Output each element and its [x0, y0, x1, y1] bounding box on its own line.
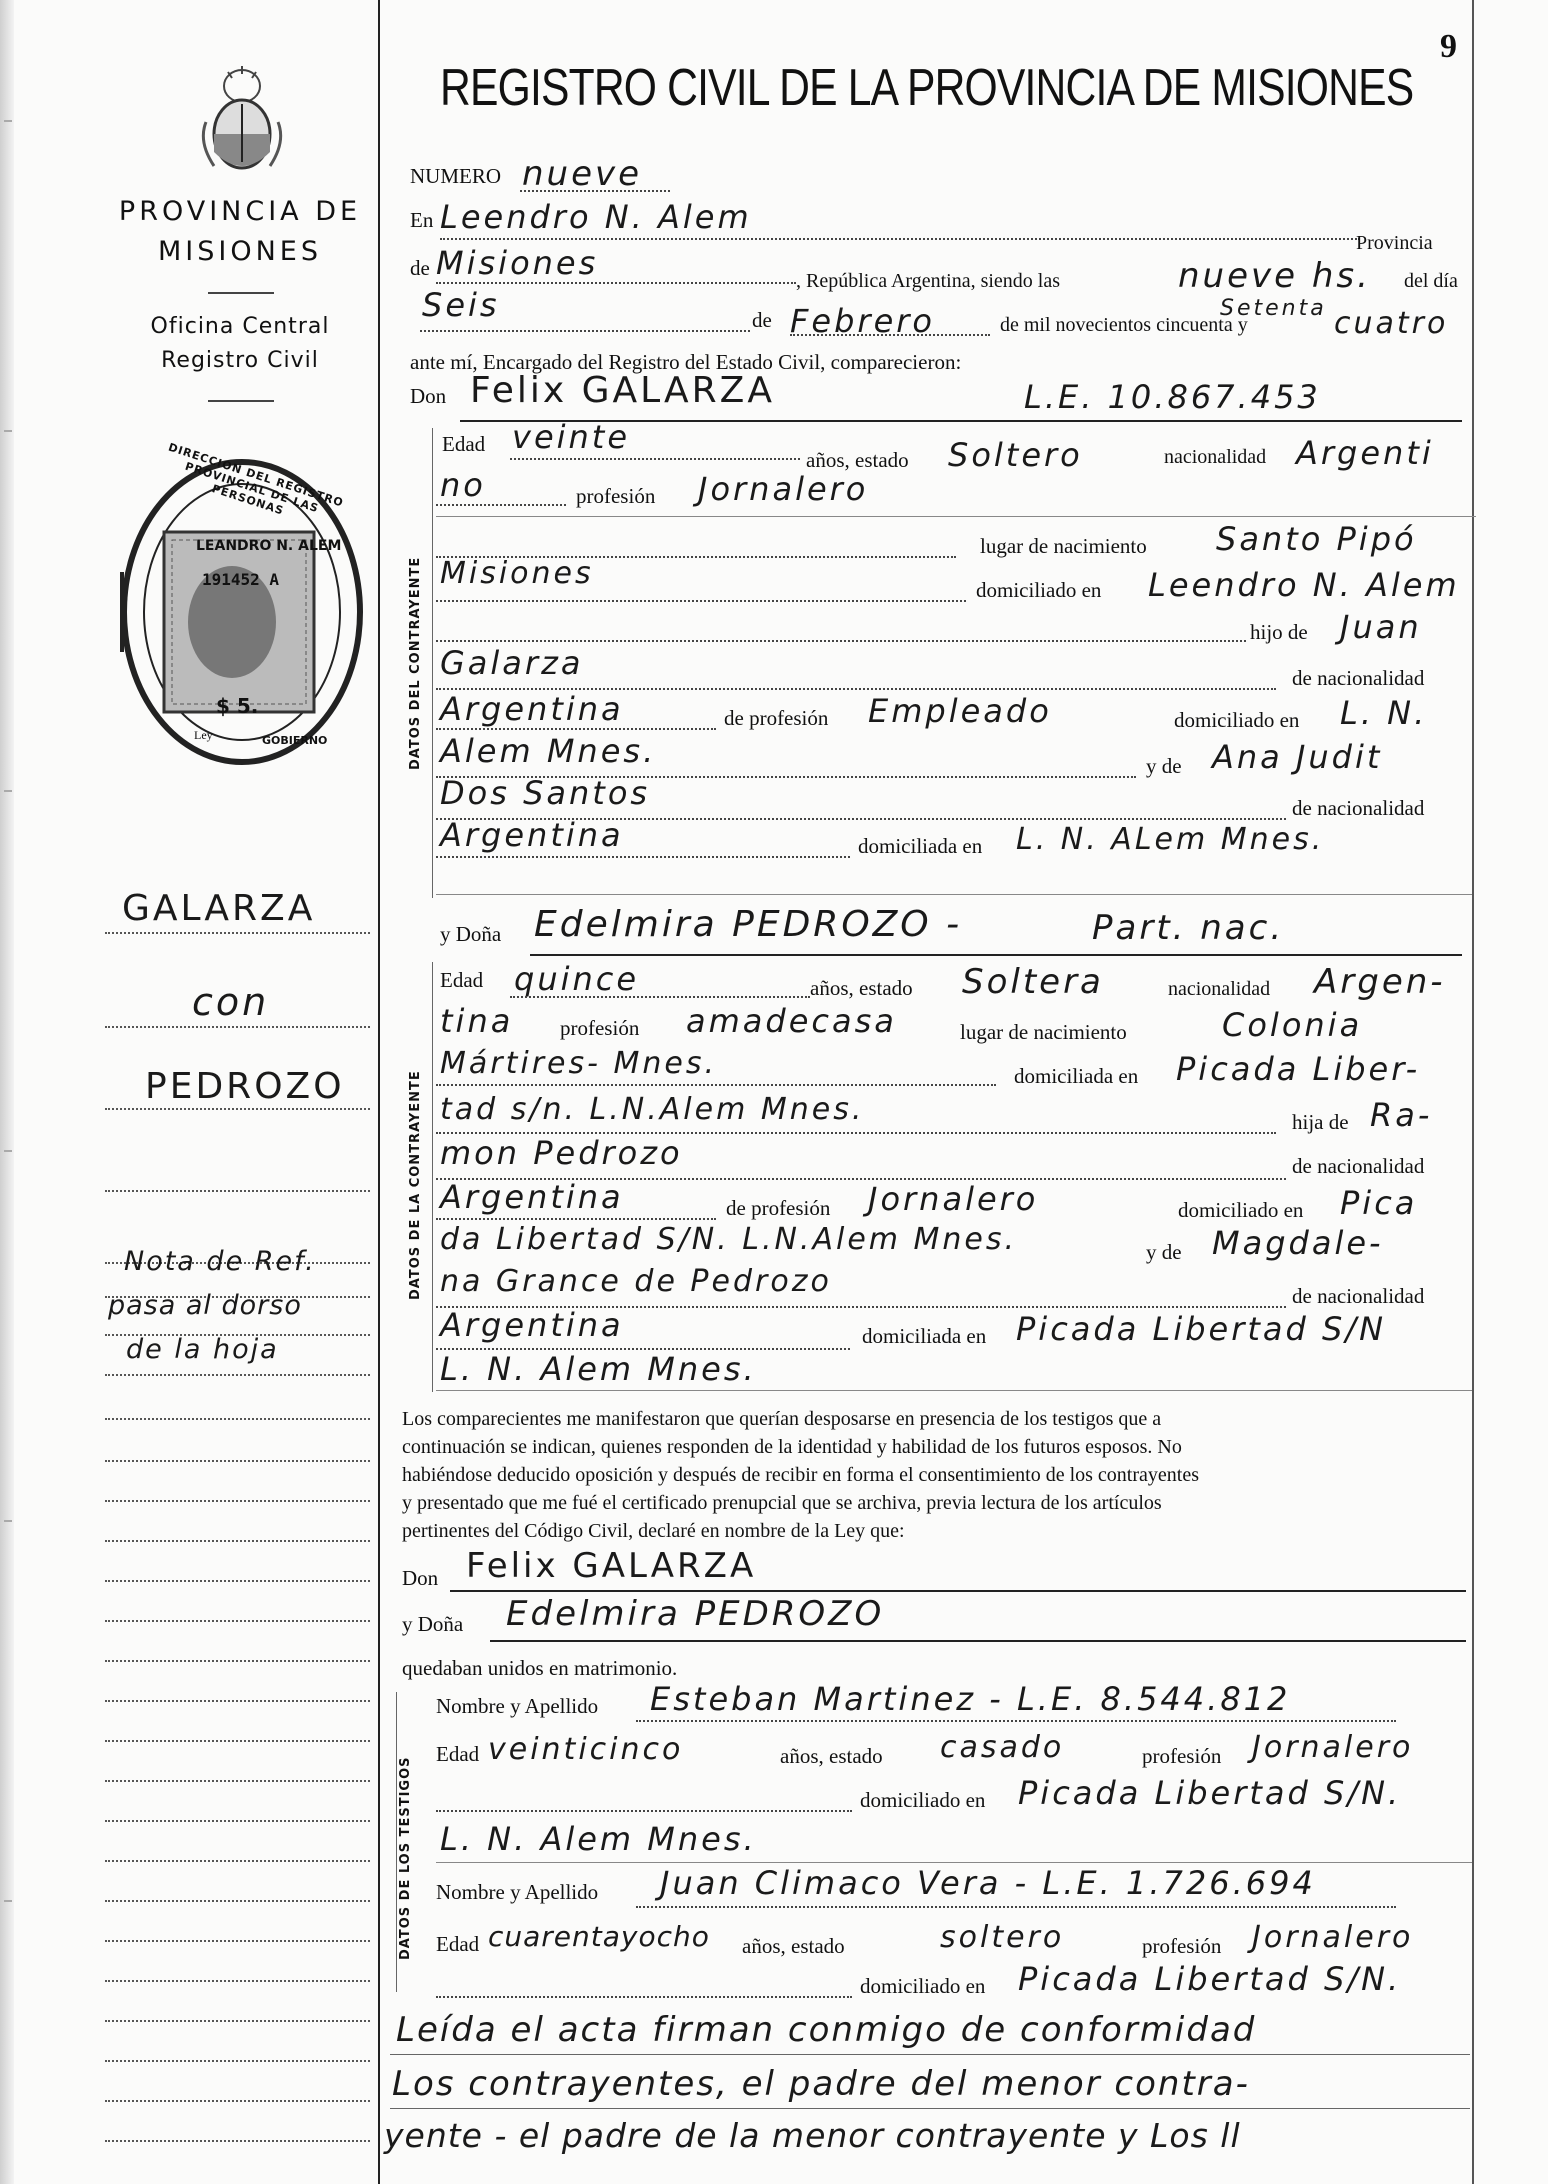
declaracion-don-label: Don: [402, 1566, 439, 1590]
margin-line: [105, 1108, 370, 1110]
contrayente-document: L.E. 10.867.453: [1024, 378, 1321, 416]
margin-line: [105, 1860, 370, 1862]
closing-line-1: Leída el acta firman conmigo de conformidad: [396, 2010, 1257, 2050]
t2-profesion-label: profesión: [1142, 1934, 1222, 1958]
padre-domicilio-2: Alem Mnes.: [440, 732, 657, 770]
t1-estado: casado: [940, 1730, 1065, 1765]
t1-nombre-label: Nombre y Apellido: [436, 1694, 599, 1718]
padre-domicilio-1: L. N.: [1340, 694, 1428, 732]
margin-surname-2: PEDROZO: [145, 1066, 345, 1107]
contrayenta-profesion: amadecasa: [686, 1002, 897, 1040]
stamp-number: 191452 A: [202, 570, 280, 589]
edge-mark: [4, 1900, 12, 1902]
declaracion-dona: Edelmira PEDROZO: [506, 1594, 885, 1634]
margin-line: [105, 1580, 370, 1582]
edge-mark: [4, 790, 12, 792]
margin-line: [105, 1620, 370, 1622]
contrayente-lugar-2: Misiones: [440, 556, 594, 591]
madre-2-nombre-1: Magdale-: [1212, 1224, 1384, 1262]
margin-line: [105, 1500, 370, 1502]
contrayenta-domicilio-1: Picada Liber-: [1176, 1050, 1421, 1088]
margin-note-line1: Nota de Ref.: [124, 1246, 316, 1277]
declaration-line-3: habiéndose deducido oposición y después de recibir en forma el consentimiento de los contrayentes: [402, 1464, 1199, 1486]
padre-nacionalidad: Argentina: [440, 690, 624, 728]
contrayente-lugar-1: Santo Pipó: [1216, 520, 1417, 558]
t2-domicilio-label: domiciliado en: [860, 1974, 986, 1998]
padre-profesion-label: de profesión: [724, 706, 829, 730]
contrayente-profesion: Jornalero: [698, 470, 869, 508]
hija-label: hija de: [1292, 1110, 1349, 1134]
margin-line: [105, 1940, 370, 1942]
margin-line: [105, 2100, 370, 2102]
localidad-value: Leendro N. Alem: [440, 198, 752, 236]
contrayente-nacionalidad-2: no: [440, 466, 486, 504]
edad-label-2: Edad: [440, 968, 484, 992]
madre-de-nacionalidad-label: de nacionalidad: [1292, 796, 1425, 820]
margin-line: [105, 2140, 370, 2142]
margin-line: [105, 1190, 370, 1192]
margin-line: [105, 1660, 370, 1662]
t1-domicilio-label: domiciliado en: [860, 1788, 986, 1812]
madre-2-nacionalidad: Argentina: [440, 1306, 624, 1344]
margin-line: [105, 1780, 370, 1782]
t1-nombre: Esteban Martinez - L.E. 8.544.812: [650, 1680, 1291, 1718]
edge-mark: [4, 120, 12, 122]
coat-of-arms-icon: [192, 62, 292, 180]
matrimonio-text: quedaban unidos en matrimonio.: [402, 1656, 678, 1680]
page-binding-edge: [0, 0, 14, 2184]
madre-2-de-nacionalidad-label: de nacionalidad: [1292, 1284, 1425, 1308]
margin-line: [105, 1026, 370, 1028]
lugar-label-2: lugar de nacimiento: [960, 1020, 1127, 1044]
t1-profesion-label: profesión: [1142, 1744, 1222, 1768]
section-label-contrayenta: DATOS DE LA CONTRAYENTE: [408, 1070, 423, 1300]
republica-text: , República Argentina, siendo las: [796, 270, 1061, 292]
right-margin-line: [1472, 0, 1474, 2184]
ante-mi-text: ante mí, Encargado del Registro del Estado Civil, comparecieron:: [410, 350, 962, 374]
t2-edad-label: Edad: [436, 1932, 480, 1956]
padre-2-nacionalidad: Argentina: [440, 1178, 624, 1216]
contrayenta-lugar-1: Colonia: [1222, 1006, 1363, 1044]
de-mes-label: de: [752, 308, 772, 332]
del-dia-label: del día: [1404, 270, 1458, 292]
madre-nombre-2: Dos Santos: [440, 774, 651, 812]
numero-label: NUMERO: [410, 164, 502, 188]
section-label-testigos: DATOS DE LOS TESTIGOS: [398, 1756, 413, 1960]
closing-line-2: Los contrayentes, el padre del menor contra-: [392, 2064, 1250, 2104]
margin-surname-1: GALARZA: [122, 888, 316, 929]
edge-mark: [4, 1520, 12, 1522]
padre-nombre-1: Juan: [1340, 608, 1422, 646]
mes-value: Febrero: [790, 302, 935, 340]
padre-nombre-2: Galarza: [440, 644, 584, 682]
margin-line: [105, 2020, 370, 2022]
margin-line: [105, 1374, 370, 1376]
office-line2: Registro Civil: [161, 348, 319, 373]
declaracion-dona-label: y Doña: [402, 1612, 464, 1636]
contrayente-name: Felix GALARZA: [470, 370, 775, 411]
madre-domicilio-label: domiciliada en: [858, 834, 983, 858]
t1-domicilio-1: Picada Libertad S/N.: [1018, 1774, 1402, 1812]
margin-note-line2: pasa al dorso: [108, 1290, 302, 1321]
t2-nombre: Juan Climaco Vera - L.E. 1.726.694: [660, 1864, 1316, 1902]
declaration-line-1: Los comparecientes me manifestaron que querían desposarse en presencia de los testigos que a: [402, 1408, 1162, 1430]
t2-edad: cuarentayocho: [488, 1920, 710, 1953]
margin-line: [105, 1700, 370, 1702]
margin-line: [105, 932, 370, 934]
provincia-label: Provincia: [1356, 232, 1433, 254]
stamp-bottom-text: GOBIERNO: [262, 734, 328, 747]
margin-line: [105, 1820, 370, 1822]
t1-profesion: Jornalero: [1252, 1730, 1414, 1765]
province-title-line1: PROVINCIA DE: [118, 196, 362, 227]
estado-label-2: años, estado: [810, 976, 913, 1000]
anio-value: cuatro: [1334, 306, 1449, 341]
edge-mark: [4, 1150, 12, 1152]
margin-note-line3: de la hoja: [126, 1334, 279, 1365]
domicilio-label-2: domiciliada en: [1014, 1064, 1139, 1088]
official-stamp: [112, 440, 372, 772]
padre-2-profesion: Jornalero: [868, 1180, 1039, 1218]
contrayente-domicilio: Leendro N. Alem: [1148, 566, 1460, 604]
madre-nombre-1: Ana Judit: [1212, 738, 1383, 776]
margin-line: [105, 1900, 370, 1902]
t2-domicilio: Picada Libertad S/N.: [1018, 1960, 1402, 1998]
contrayente-edad: veinte: [512, 418, 631, 456]
stamp-ley: Ley: [194, 728, 213, 742]
dia-value: Seis: [422, 286, 500, 324]
contrayenta-name: Edelmira PEDROZO -: [534, 904, 963, 945]
madre-2-domicilio-2: L. N. Alem Mnes.: [440, 1350, 757, 1388]
padre-domicilio-label: domiciliado en: [1174, 708, 1300, 732]
edge-mark: [4, 430, 12, 432]
anio-text: de mil novecientos cincuenta y: [1000, 314, 1248, 336]
t1-edad: veinticinco: [488, 1732, 684, 1767]
nacionalidad-label-2: nacionalidad: [1168, 978, 1271, 1000]
y-de-label: y de: [1146, 754, 1182, 778]
contrayenta-nacionalidad-1: Argen-: [1314, 962, 1446, 1002]
lugar-label: lugar de nacimiento: [980, 534, 1147, 558]
declaration-line-2: continuación se indican, quienes responden de la identidad y habilidad de los futuros esposos. No: [402, 1436, 1182, 1458]
t2-nombre-label: Nombre y Apellido: [436, 1880, 599, 1904]
closing-line-3: yente - el padre de la menor contrayente y Los ll: [384, 2116, 1241, 2155]
padre-2-nombre-1: Ra-: [1370, 1096, 1433, 1134]
madre-domicilio: L. N. ALem Mnes.: [1016, 822, 1325, 857]
office-line1: Oficina Central: [150, 314, 330, 339]
t1-edad-label: Edad: [436, 1742, 480, 1766]
y-de-label-2: y de: [1146, 1240, 1182, 1264]
de-label: de: [410, 256, 430, 280]
don-label: Don: [410, 384, 447, 408]
estado-label: años, estado: [806, 448, 909, 472]
margin-line: [105, 2060, 370, 2062]
padre-2-domicilio-label: domiciliado en: [1178, 1198, 1304, 1222]
contrayente-estado: Soltero: [948, 436, 1083, 474]
stamp-value: $ 5.: [216, 694, 259, 718]
divider: [208, 400, 274, 402]
dona-label: y Doña: [440, 922, 502, 946]
padre-2-profesion-label: de profesión: [726, 1196, 831, 1220]
anio-correction: Setenta: [1220, 296, 1327, 321]
declaration-line-5: pertinentes del Código Civil, declaré en nombre de la Ley que:: [402, 1520, 905, 1542]
contrayente-nacionalidad-1: Argenti: [1296, 434, 1434, 472]
contrayenta-lugar-2: Mártires- Mnes.: [440, 1046, 718, 1081]
contrayenta-estado: Soltera: [962, 962, 1104, 1002]
contrayenta-note: Part. nac.: [1092, 908, 1285, 948]
divider: [208, 292, 274, 294]
en-label: En: [410, 208, 434, 232]
de-nacionalidad-label-2: de nacionalidad: [1292, 1154, 1425, 1178]
province-title-line2: MISIONES: [157, 236, 322, 267]
margin-line: [105, 1418, 370, 1420]
contrayenta-nacionalidad-2: tina: [440, 1002, 514, 1040]
padre-2-nombre-2: mon Pedrozo: [440, 1134, 683, 1172]
stamp-inner-text: LEANDRO N. ALEM: [196, 538, 342, 554]
madre-2-domicilio-1: Picada Libertad S/N: [1016, 1310, 1387, 1348]
t1-domicilio-2: L. N. Alem Mnes.: [440, 1820, 757, 1858]
t2-estado: soltero: [940, 1920, 1065, 1955]
margin-con: con: [192, 980, 270, 1024]
padre-2-domicilio-1: Pica: [1340, 1184, 1418, 1222]
declaration-line-4: y presentado que me fué el certificado prenupcial que se archiva, previa lectura de los artículos: [402, 1492, 1162, 1514]
madre-nacionalidad: Argentina: [440, 816, 624, 854]
profesion-label-2: profesión: [560, 1016, 640, 1040]
margin-line: [105, 1460, 370, 1462]
declaracion-don: Felix GALARZA: [466, 1546, 757, 1586]
t2-estado-label: años, estado: [742, 1934, 845, 1958]
provincia-value: Misiones: [436, 244, 599, 282]
t1-estado-label: años, estado: [780, 1744, 883, 1768]
de-nacionalidad-label: de nacionalidad: [1292, 666, 1425, 690]
t2-profesion: Jornalero: [1252, 1920, 1414, 1955]
hijo-label: hijo de: [1250, 620, 1308, 644]
nacionalidad-label: nacionalidad: [1164, 446, 1267, 468]
padre-profesion: Empleado: [868, 692, 1052, 730]
numero-value: nueve: [522, 154, 643, 194]
domicilio-label: domiciliado en: [976, 578, 1102, 602]
stamp-outer-text: DIRECCION DEL REGISTRO PROVINCIAL DE LAS PERSONAS: [166, 440, 346, 518]
hora-value: nueve hs.: [1178, 256, 1371, 296]
page-number: 9: [1440, 28, 1457, 65]
madre-2-domicilio-label: domiciliada en: [862, 1324, 987, 1348]
padre-2-domicilio-2: da Libertad S/N. L.N.Alem Mnes.: [440, 1222, 1018, 1257]
profesion-label: profesión: [576, 484, 656, 508]
madre-2-nombre-2: na Grance de Pedrozo: [440, 1264, 832, 1299]
margin-line: [105, 1740, 370, 1742]
contrayenta-edad: quince: [514, 960, 640, 998]
edad-label: Edad: [442, 432, 486, 456]
margin-line: [105, 1980, 370, 1982]
section-label-contrayente: DATOS DEL CONTRAYENTE: [408, 556, 423, 770]
contrayenta-domicilio-2: tad s/n. L.N.Alem Mnes.: [440, 1092, 865, 1127]
page-title: REGISTRO CIVIL DE LA PROVINCIA DE MISIONES: [440, 59, 1414, 117]
margin-line: [105, 1540, 370, 1542]
